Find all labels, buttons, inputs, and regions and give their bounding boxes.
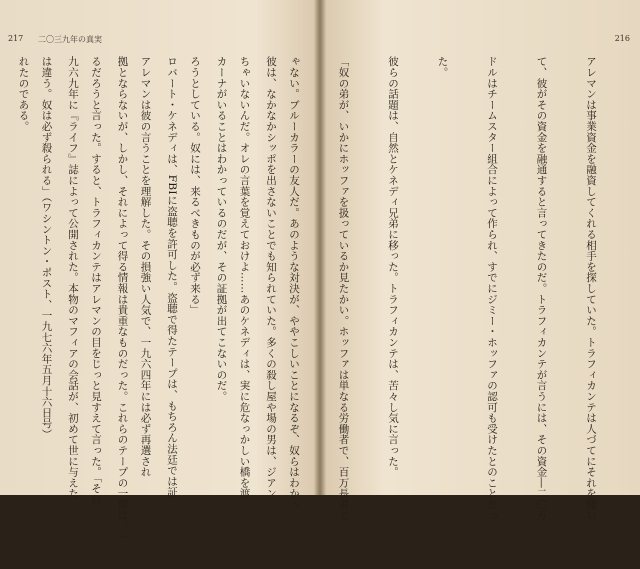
- body-line: カーナがいることはわかっているのだが、その証拠が出てこないのだ。: [215, 56, 228, 402]
- body-line: は違う。奴は必ず殺られる」（ワシントン・ポスト、一九七六年五月十六日号）: [40, 56, 53, 440]
- body-line: 「奴の弟が、いかにホッファを扱っているか見たかい。ホッファは単なる労働者で、百万長者じ: [337, 56, 350, 521]
- right-page-number: 216: [614, 34, 630, 43]
- body-line: アレマンは彼の言うことを理解した。その損強い人気で、一九六四年には必ず再選され: [139, 56, 152, 478]
- left-page-number: 217: [8, 34, 24, 43]
- body-line: 彼は、なかなかシッポを出さないことでも知られていた。多くの殺し屋や場の男は、ジアン: [265, 56, 277, 499]
- body-line: 彼らの話題は、自然とケネディ兄弟に移った。トラフィカンテは、苦々し気に言った。: [387, 56, 399, 478]
- body-line: ゃない。ブルーカラーの友人だ。あのような対決が、ややこしいことになるぞ、奴らはわかっ: [288, 56, 300, 510]
- left-running-title: 二〇三九年の真実: [38, 35, 102, 44]
- body-line: ロバート・ケネディは、FBIに盗聴を許可した。盗聴で得たテープは、もちろん法廷では証: [166, 56, 178, 498]
- blank-line: [0, 56, 5, 476]
- body-line: ドルはチームスター組合によって作られ、すでにジミー・ホッファの認可も受けたとのことだっ: [486, 56, 498, 521]
- body-line: た。: [436, 56, 449, 78]
- body-line: れたのである。: [17, 56, 30, 132]
- body-line: るだろうと言った。すると、トラフィカンテはアレマンの目をじっと見すえて言った。「それ: [90, 56, 102, 505]
- body-line: 九六九年に『ライフ』誌によって公開された。本物のマフィアの会話が、初めて世に与えた: [67, 56, 79, 499]
- body-line: て、彼がその資金を融通すると言ってきたのだ。トラフィカンテが言うには、その資金―二〇万: [535, 56, 548, 521]
- body-line: アレマンは事業資金を融資してくれる相手を探していた。トラフィカンテは人づてにそれを聞い: [585, 56, 597, 521]
- body-line: ちゃいないんだ。オレの言葉を覚えておけよ……あのケネディは、実に危なっかしい橋を渡: [238, 56, 251, 499]
- body-line: ろうとしている。奴には、来るべきものが必ず来る」: [189, 56, 201, 316]
- body-line: 拠とならないが、しかし、それによって得る情報は貴重なものだった。これらのテープの一部は、一: [116, 56, 129, 542]
